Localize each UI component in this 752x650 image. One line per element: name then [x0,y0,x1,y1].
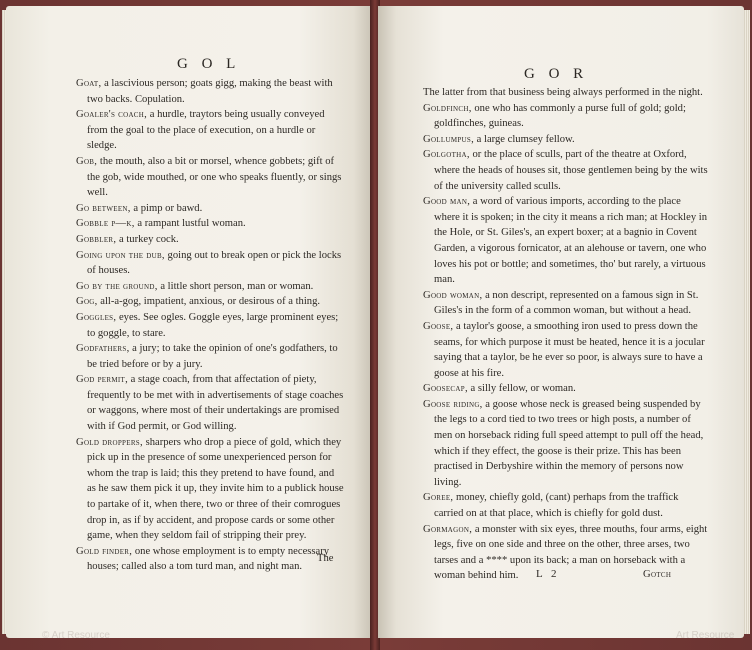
dictionary-entry [76,544,344,575]
entry-headword: Golgotha, [423,149,470,161]
entry-headword: Going upon the dub, [76,249,165,261]
entry-headword: Goose, [423,320,454,332]
entry-headword: Good woman, [423,289,483,301]
left-page-text [76,76,344,575]
dictionary-entry [423,319,709,381]
entry-definition: a pimp or bawd. [130,202,203,214]
entry-headword: Gold droppers, [76,436,143,448]
dictionary-entry [423,381,709,397]
dictionary-entry [76,341,344,372]
dictionary-entry [76,294,344,310]
dictionary-entry [423,147,709,194]
right-page-text [423,85,709,584]
dictionary-entry [423,288,709,319]
dictionary-entry [423,397,709,491]
entry-headword: Goose riding, [423,398,483,410]
entry-headword: Gobble p—k, [76,218,135,230]
entry-definition: a taylor's goose, a smoothing iron used to press down the seams, for which purpose it must be heated, hence it is a jocular saying that a taylor, be he ever so poor, is always sure to have a goose at his fire. [434,320,705,379]
entry-headword: Goldfinch, [423,102,472,114]
right-page [378,6,744,641]
entry-definition: eyes. See ogles. Goggle eyes, large prominent eyes; to goggle, to stare. [87,311,339,339]
entry-definition: a large clumsey fellow. [474,133,575,145]
dictionary-entry [76,216,344,232]
entry-headword: Gollumpus, [423,133,475,145]
right-watermark: Art Resource [676,630,735,641]
entry-headword: Goggles, [76,311,117,323]
entry-definition: or the place of sculls, part of the theatre at Oxford, where the heads of houses sit, those gentlemen being by the wits of the university called sculls. [434,149,708,192]
entry-definition: a hurdle, traytors being usually conveyed from the goal to the place of execution, on a hurdle or sledge. [87,109,325,152]
left-catchword: The [317,553,334,564]
entry-headword: Gold finder, [76,545,133,557]
left-running-head: G O L [177,56,241,72]
entry-definition: a non descript, represented on a famous sign in St. Giles's in the form of a common woman, but without a head. [434,289,699,317]
entry-definition: a little short person, man or woman. [157,280,314,292]
dictionary-entry [76,435,344,544]
right-catchword: Gotch [643,569,672,580]
dictionary-entry [76,201,344,217]
entry-headword: Goree, [423,492,454,504]
entry-headword: Gobbler, [76,233,117,245]
entry-definition: a monster with six eyes, three mouths, four arms, eight legs, five on one side and three on the other, three arses, two tarses and a **** upon its back; a man on horseback with a woman behind him. [434,523,708,582]
entry-definition: a rampant lustful woman. [134,218,246,230]
entry-definition: a lascivious person; goats gigg, making the beast with two backs. Copulation. [87,78,333,105]
entry-definition: the mouth, also a bit or morsel, whence gobbets; gift of the gob, wide mouthed, or one who speaks fluently, or sings well. [87,155,342,199]
dictionary-entry [76,107,344,154]
entry-definition: sharpers who drop a piece of gold, which they pick up in the presence of some unexperienced person for whom the trap is laid; this they pretend to have found, and as he saw them pick it up, they invite him to a publick house to partake of it, when there, two or three of their comrogues drop in, as if by accident, and propose cards or some other game, when they seldom fail of stripping their prey. [87,436,344,542]
dictionary-entry [76,372,344,434]
entry-definition: all-a-gog, impatient, anxious, or desirous of a thing. [97,296,321,308]
dictionary-entry [423,132,709,148]
entry-headword: Godfathers, [76,343,130,355]
entry-headword: Goaler's coach, [76,109,148,121]
entry-headword: Goosecap, [423,383,468,395]
signature-mark: L 2 [536,568,560,580]
entry-definition: money, chiefly gold, (cant) perhaps from the traffick carried on at that place, which is chiefly for gold dust. [434,492,679,520]
entry-definition: one who has commonly a purse full of gold; gold; goldfinches, guineas. [434,102,686,130]
entry-definition: a jury; to take the opinion of one's godfathers, to be tried before or by a jury. [87,343,338,370]
entry-definition: a turkey cock. [116,233,179,245]
entry-definition: a stage coach, from that affectation of piety, frequently to be met with in advertisements of stage coaches or waggons, where most of their undertakings are promised with if God permit, or God willing. [87,374,344,433]
dictionary-entry [423,194,709,288]
entry-headword: Good man, [423,196,471,208]
entry-definition: a goose whose neck is greased being suspended by the legs to a cord tied to two trees or high posts, a number of men on horseback riding full speed attempt to pull off the head, which if they effect, the goose is their prize. This has been practised in Derbyshire within the memory of persons now living. [434,398,704,488]
dictionary-entry [76,232,344,248]
dictionary-entry [423,101,709,132]
entry-headword: Go by the ground, [76,280,158,292]
left-page [6,6,372,641]
entry-definition: a word of various imports, according to the place where it is spoken; in the city it means a rich man; at Hockley in the Hole, or St. Giles's, an expert boxer; at a bagnio in Covent Garden, a vigorous fornicator, at an alehouse or tavern, one who loves his pot or bottle; and sometimes, tho' but rarely, a virtuous man. [434,196,708,286]
entry-definition: going out to break open or pick the locks of houses. [87,249,342,277]
entry-headword: Gob, [76,155,98,167]
dictionary-entry [76,279,344,295]
entry-headword: Gog, [76,296,98,308]
entry-headword: Gormagon, [423,523,473,535]
entry-definition: one whose employment is to empty necessary houses; called also a tom turd man, and night man. [87,545,330,573]
entry-headword: God permit, [76,374,129,386]
entry-definition: a silly fellow, or woman. [467,383,576,395]
dictionary-entry [76,310,344,341]
right-running-head: G O R [524,66,589,82]
dictionary-entry [76,154,344,201]
right-page-edges [744,10,750,634]
dictionary-entry [76,76,344,107]
left-watermark: © Art Resource [42,630,110,641]
dictionary-entry [423,490,709,521]
continuation-text: The latter from that business being always performed in the night. [423,87,703,98]
dictionary-entry [76,248,344,279]
entry-headword: Goat, [76,78,102,89]
entry-headword: Go between, [76,202,131,214]
